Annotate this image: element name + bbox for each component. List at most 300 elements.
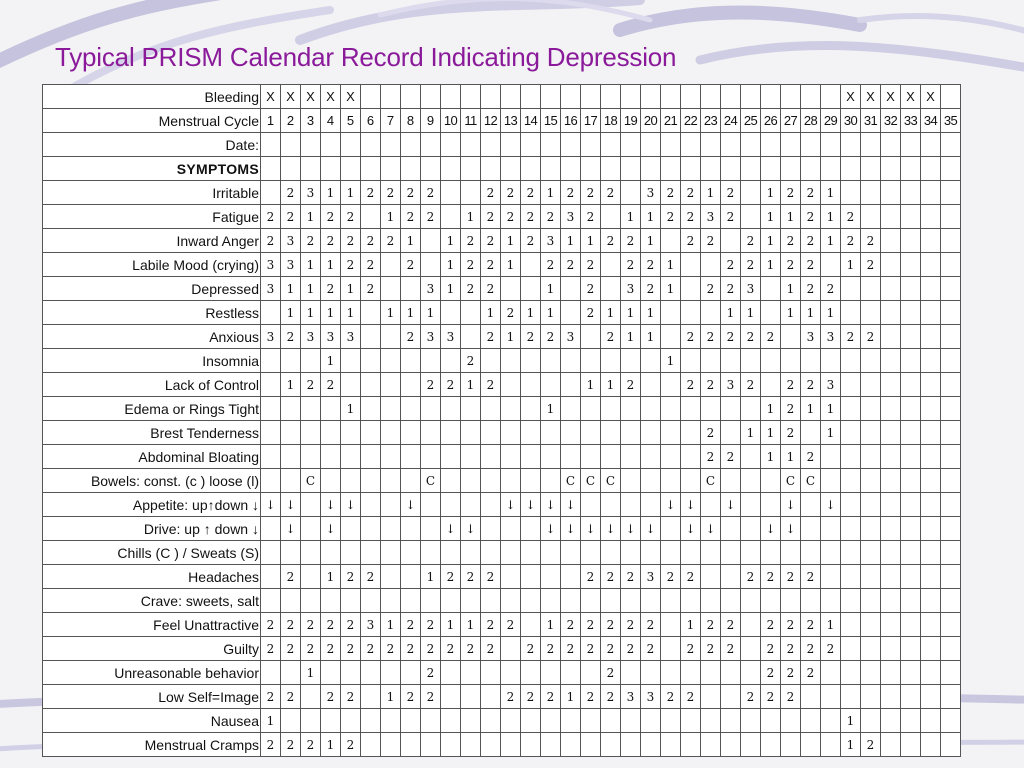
day-cell [761, 469, 781, 493]
day-cell: 1 [601, 373, 621, 397]
day-cell [601, 541, 621, 565]
day-cell [561, 301, 581, 325]
day-cell: 1 [821, 613, 841, 637]
day-cell: 1 [621, 301, 641, 325]
day-cell [901, 637, 921, 661]
day-cell [601, 205, 621, 229]
day-cell [521, 517, 541, 541]
day-cell [441, 205, 461, 229]
day-cell: 2 [441, 565, 461, 589]
day-cell [301, 541, 321, 565]
day-cell [881, 661, 901, 685]
day-cell [761, 277, 781, 301]
day-cell: 2 [541, 637, 561, 661]
row-label: Anxious [43, 325, 261, 349]
day-cell [661, 445, 681, 469]
day-cell [661, 469, 681, 493]
day-cell: ↓ [641, 517, 661, 541]
day-cell: 1 [661, 253, 681, 277]
day-cell [501, 421, 521, 445]
day-cell: 1 [321, 253, 341, 277]
day-cell: 2 [801, 613, 821, 637]
day-cell [661, 397, 681, 421]
day-cell: 2 [721, 253, 741, 277]
day-cell [641, 733, 661, 757]
day-cell [921, 157, 941, 181]
day-cell [701, 301, 721, 325]
day-cell [941, 157, 961, 181]
day-cell [681, 733, 701, 757]
day-cell [681, 349, 701, 373]
day-cell [921, 565, 941, 589]
day-cell [881, 373, 901, 397]
day-cell: 2 [321, 205, 341, 229]
day-cell [361, 157, 381, 181]
day-cell [941, 349, 961, 373]
day-cell [261, 421, 281, 445]
day-cell [321, 541, 341, 565]
day-cell: 2 [661, 205, 681, 229]
day-cell [861, 493, 881, 517]
day-cell: 2 [681, 325, 701, 349]
symptom-row [43, 205, 961, 229]
day-cell [441, 85, 461, 109]
day-cell: 3 [281, 229, 301, 253]
day-cell [581, 85, 601, 109]
day-cell [861, 277, 881, 301]
day-cell [541, 589, 561, 613]
day-cell [401, 445, 421, 469]
day-cell [421, 493, 441, 517]
day-cell [281, 541, 301, 565]
day-cell: ↓ [561, 493, 581, 517]
day-cell [821, 253, 841, 277]
day-cell: 1 [761, 253, 781, 277]
day-cell [441, 709, 461, 733]
day-cell: 1 [321, 349, 341, 373]
day-cell: 11 [461, 109, 481, 133]
row-label: SYMPTOMS [43, 157, 261, 181]
day-cell [921, 517, 941, 541]
day-cell: 1 [721, 301, 741, 325]
day-cell [901, 589, 921, 613]
day-cell: 1 [761, 421, 781, 445]
day-cell [301, 685, 321, 709]
day-cell [261, 661, 281, 685]
day-cell [901, 685, 921, 709]
symptom-row [43, 349, 961, 373]
day-cell: 2 [721, 613, 741, 637]
day-cell [841, 157, 861, 181]
day-cell: 2 [461, 277, 481, 301]
day-cell [861, 469, 881, 493]
day-cell [881, 685, 901, 709]
day-cell [661, 301, 681, 325]
day-cell: 1 [641, 229, 661, 253]
day-cell: 2 [261, 685, 281, 709]
day-cell: 6 [361, 109, 381, 133]
day-cell [721, 85, 741, 109]
day-cell: C [561, 469, 581, 493]
day-cell: 2 [301, 229, 321, 253]
day-cell [681, 709, 701, 733]
day-cell [481, 517, 501, 541]
day-cell [381, 85, 401, 109]
day-cell: 2 [421, 613, 441, 637]
day-cell: 1 [581, 373, 601, 397]
day-cell: 26 [761, 109, 781, 133]
day-cell [781, 157, 801, 181]
day-cell [641, 349, 661, 373]
day-cell [861, 205, 881, 229]
day-cell: 2 [321, 277, 341, 301]
day-cell [561, 397, 581, 421]
day-cell [581, 325, 601, 349]
day-cell [541, 157, 561, 181]
day-cell [941, 205, 961, 229]
day-cell [381, 277, 401, 301]
day-cell [881, 445, 901, 469]
day-cell [941, 445, 961, 469]
day-cell [281, 709, 301, 733]
day-cell: 1 [821, 301, 841, 325]
day-cell [721, 349, 741, 373]
day-cell [381, 373, 401, 397]
day-cell: 3 [301, 109, 321, 133]
day-cell: 2 [501, 613, 521, 637]
day-cell [821, 661, 841, 685]
day-cell [841, 685, 861, 709]
day-cell [261, 181, 281, 205]
day-cell: 2 [601, 685, 621, 709]
day-cell [701, 589, 721, 613]
day-cell [501, 85, 521, 109]
day-cell [461, 709, 481, 733]
day-cell [941, 709, 961, 733]
day-cell [361, 541, 381, 565]
day-cell: 29 [821, 109, 841, 133]
day-cell: 2 [741, 253, 761, 277]
day-cell [901, 397, 921, 421]
day-cell [881, 709, 901, 733]
day-cell [461, 541, 481, 565]
day-cell: 9 [421, 109, 441, 133]
day-cell [841, 541, 861, 565]
day-cell: ↓ [341, 493, 361, 517]
day-cell [461, 301, 481, 325]
day-cell [641, 709, 661, 733]
day-cell [661, 157, 681, 181]
day-cell: 25 [741, 109, 761, 133]
row-label: Bowels: const. (c ) loose (l) [43, 469, 261, 493]
day-cell [521, 277, 541, 301]
day-cell [581, 661, 601, 685]
day-cell: 1 [741, 301, 761, 325]
day-cell: 1 [441, 613, 461, 637]
day-cell [421, 445, 441, 469]
day-cell [741, 469, 761, 493]
day-cell [741, 445, 761, 469]
day-cell [641, 469, 661, 493]
day-cell [521, 661, 541, 685]
day-cell [941, 517, 961, 541]
day-cell: 1 [761, 397, 781, 421]
day-cell [801, 349, 821, 373]
row-label: Restless [43, 301, 261, 325]
day-cell [281, 397, 301, 421]
day-cell: 2 [281, 325, 301, 349]
day-cell [301, 709, 321, 733]
day-cell [721, 133, 741, 157]
day-cell [801, 541, 821, 565]
day-cell [921, 613, 941, 637]
row-label: Low Self=Image [43, 685, 261, 709]
day-cell [821, 469, 841, 493]
day-cell [801, 133, 821, 157]
day-cell: ↓ [681, 517, 701, 541]
day-cell [801, 85, 821, 109]
day-cell [921, 469, 941, 493]
day-cell: 1 [421, 301, 441, 325]
day-cell [281, 445, 301, 469]
day-cell [541, 373, 561, 397]
day-cell: 2 [601, 637, 621, 661]
day-cell: 2 [401, 685, 421, 709]
day-cell: 2 [341, 685, 361, 709]
day-cell [481, 133, 501, 157]
day-cell [581, 349, 601, 373]
day-cell [661, 325, 681, 349]
day-cell [581, 541, 601, 565]
day-cell [921, 637, 941, 661]
day-cell: 1 [501, 253, 521, 277]
day-cell: 1 [421, 565, 441, 589]
day-cell: 8 [401, 109, 421, 133]
day-cell [921, 229, 941, 253]
day-cell [301, 349, 321, 373]
day-cell: 2 [601, 661, 621, 685]
day-cell [501, 349, 521, 373]
day-cell [601, 157, 621, 181]
day-cell: 5 [341, 109, 361, 133]
day-cell [641, 397, 661, 421]
day-cell [681, 445, 701, 469]
day-cell: 1 [461, 205, 481, 229]
day-cell: 2 [801, 181, 821, 205]
day-cell [401, 733, 421, 757]
day-cell: 1 [261, 709, 281, 733]
day-cell [621, 589, 641, 613]
symptom-row [43, 397, 961, 421]
day-cell: ↓ [661, 493, 681, 517]
day-cell [841, 181, 861, 205]
day-cell [521, 733, 541, 757]
day-cell [421, 733, 441, 757]
day-cell: 1 [661, 277, 681, 301]
day-cell [881, 493, 901, 517]
day-cell: 2 [781, 373, 801, 397]
day-cell: 2 [781, 229, 801, 253]
day-cell: 2 [701, 613, 721, 637]
day-cell [501, 157, 521, 181]
day-cell: 2 [341, 253, 361, 277]
day-cell [501, 277, 521, 301]
day-cell: 1 [381, 205, 401, 229]
day-cell: 2 [421, 181, 441, 205]
day-cell [461, 397, 481, 421]
day-cell: 1 [541, 301, 561, 325]
day-cell [281, 133, 301, 157]
day-cell [861, 685, 881, 709]
day-cell [261, 589, 281, 613]
day-cell [461, 421, 481, 445]
day-cell: 2 [861, 733, 881, 757]
day-cell: 2 [301, 613, 321, 637]
slide-title: Typical PRISM Calendar Record Indicating Depression [55, 42, 677, 72]
day-cell [601, 709, 621, 733]
day-cell [641, 541, 661, 565]
day-cell: ↓ [521, 493, 541, 517]
day-cell [501, 373, 521, 397]
day-cell [841, 373, 861, 397]
row-label: Menstrual Cramps [43, 733, 261, 757]
day-cell [561, 589, 581, 613]
day-cell [861, 445, 881, 469]
day-cell [601, 421, 621, 445]
day-cell: 2 [561, 181, 581, 205]
day-cell: 22 [681, 109, 701, 133]
day-cell: 2 [641, 277, 661, 301]
day-cell [461, 85, 481, 109]
day-cell [841, 637, 861, 661]
day-cell [921, 445, 941, 469]
day-cell [561, 373, 581, 397]
day-cell [421, 517, 441, 541]
day-cell [901, 517, 921, 541]
day-cell [861, 133, 881, 157]
row-label: Menstrual Cycle [43, 109, 261, 133]
day-cell [381, 325, 401, 349]
day-cell: 2 [401, 253, 421, 277]
day-cell [481, 85, 501, 109]
day-cell [701, 709, 721, 733]
day-cell: 1 [761, 205, 781, 229]
day-cell: ↓ [601, 517, 621, 541]
day-cell: 2 [661, 565, 681, 589]
day-cell [881, 277, 901, 301]
day-cell [361, 733, 381, 757]
day-cell [361, 445, 381, 469]
day-cell: 2 [401, 205, 421, 229]
day-cell: 2 [701, 421, 721, 445]
day-cell: 2 [781, 685, 801, 709]
day-cell [721, 229, 741, 253]
day-cell [441, 133, 461, 157]
day-cell [361, 709, 381, 733]
day-cell [381, 421, 401, 445]
day-cell [781, 589, 801, 613]
day-cell [701, 133, 721, 157]
day-cell [681, 277, 701, 301]
day-cell [501, 517, 521, 541]
day-cell: 1 [601, 301, 621, 325]
day-cell: 3 [621, 277, 641, 301]
day-cell [581, 493, 601, 517]
day-cell [561, 445, 581, 469]
day-cell [381, 541, 401, 565]
day-cell [861, 541, 881, 565]
day-cell [621, 133, 641, 157]
day-cell [421, 541, 441, 565]
day-cell [581, 733, 601, 757]
day-cell [821, 85, 841, 109]
day-cell: C [801, 469, 821, 493]
day-cell [481, 589, 501, 613]
day-cell: X [301, 85, 321, 109]
day-cell: C [601, 469, 621, 493]
day-cell: 1 [341, 301, 361, 325]
day-cell [801, 517, 821, 541]
day-cell [481, 541, 501, 565]
day-cell: 2 [801, 565, 821, 589]
day-cell [801, 157, 821, 181]
day-cell [941, 589, 961, 613]
day-cell [381, 661, 401, 685]
row-label: Labile Mood (crying) [43, 253, 261, 277]
symptom-row [43, 709, 961, 733]
day-cell [501, 709, 521, 733]
day-cell [501, 541, 521, 565]
day-cell: 3 [821, 325, 841, 349]
day-cell: X [281, 85, 301, 109]
day-cell [921, 205, 941, 229]
day-cell [361, 685, 381, 709]
day-cell [301, 565, 321, 589]
day-cell [261, 517, 281, 541]
day-cell [581, 133, 601, 157]
day-cell [941, 565, 961, 589]
day-cell: 1 [341, 277, 361, 301]
day-cell [641, 445, 661, 469]
day-cell [361, 421, 381, 445]
day-cell: 1 [321, 181, 341, 205]
day-cell: 2 [421, 373, 441, 397]
day-cell: 3 [641, 685, 661, 709]
day-cell [401, 133, 421, 157]
day-cell [441, 445, 461, 469]
day-cell [521, 253, 541, 277]
day-cell [541, 421, 561, 445]
row-label: Bleeding [43, 85, 261, 109]
day-cell [941, 301, 961, 325]
day-cell [581, 397, 601, 421]
day-cell: 2 [581, 253, 601, 277]
day-cell: 2 [601, 181, 621, 205]
day-cell [801, 589, 821, 613]
day-cell [461, 493, 481, 517]
row-label: Unreasonable behavior [43, 661, 261, 685]
day-cell [901, 253, 921, 277]
day-cell [541, 565, 561, 589]
day-cell: 1 [381, 685, 401, 709]
day-cell: 23 [701, 109, 721, 133]
day-cell: 1 [621, 205, 641, 229]
day-cell: 1 [621, 325, 641, 349]
day-cell: 1 [281, 277, 301, 301]
day-cell: 7 [381, 109, 401, 133]
day-cell [561, 709, 581, 733]
day-cell [381, 253, 401, 277]
